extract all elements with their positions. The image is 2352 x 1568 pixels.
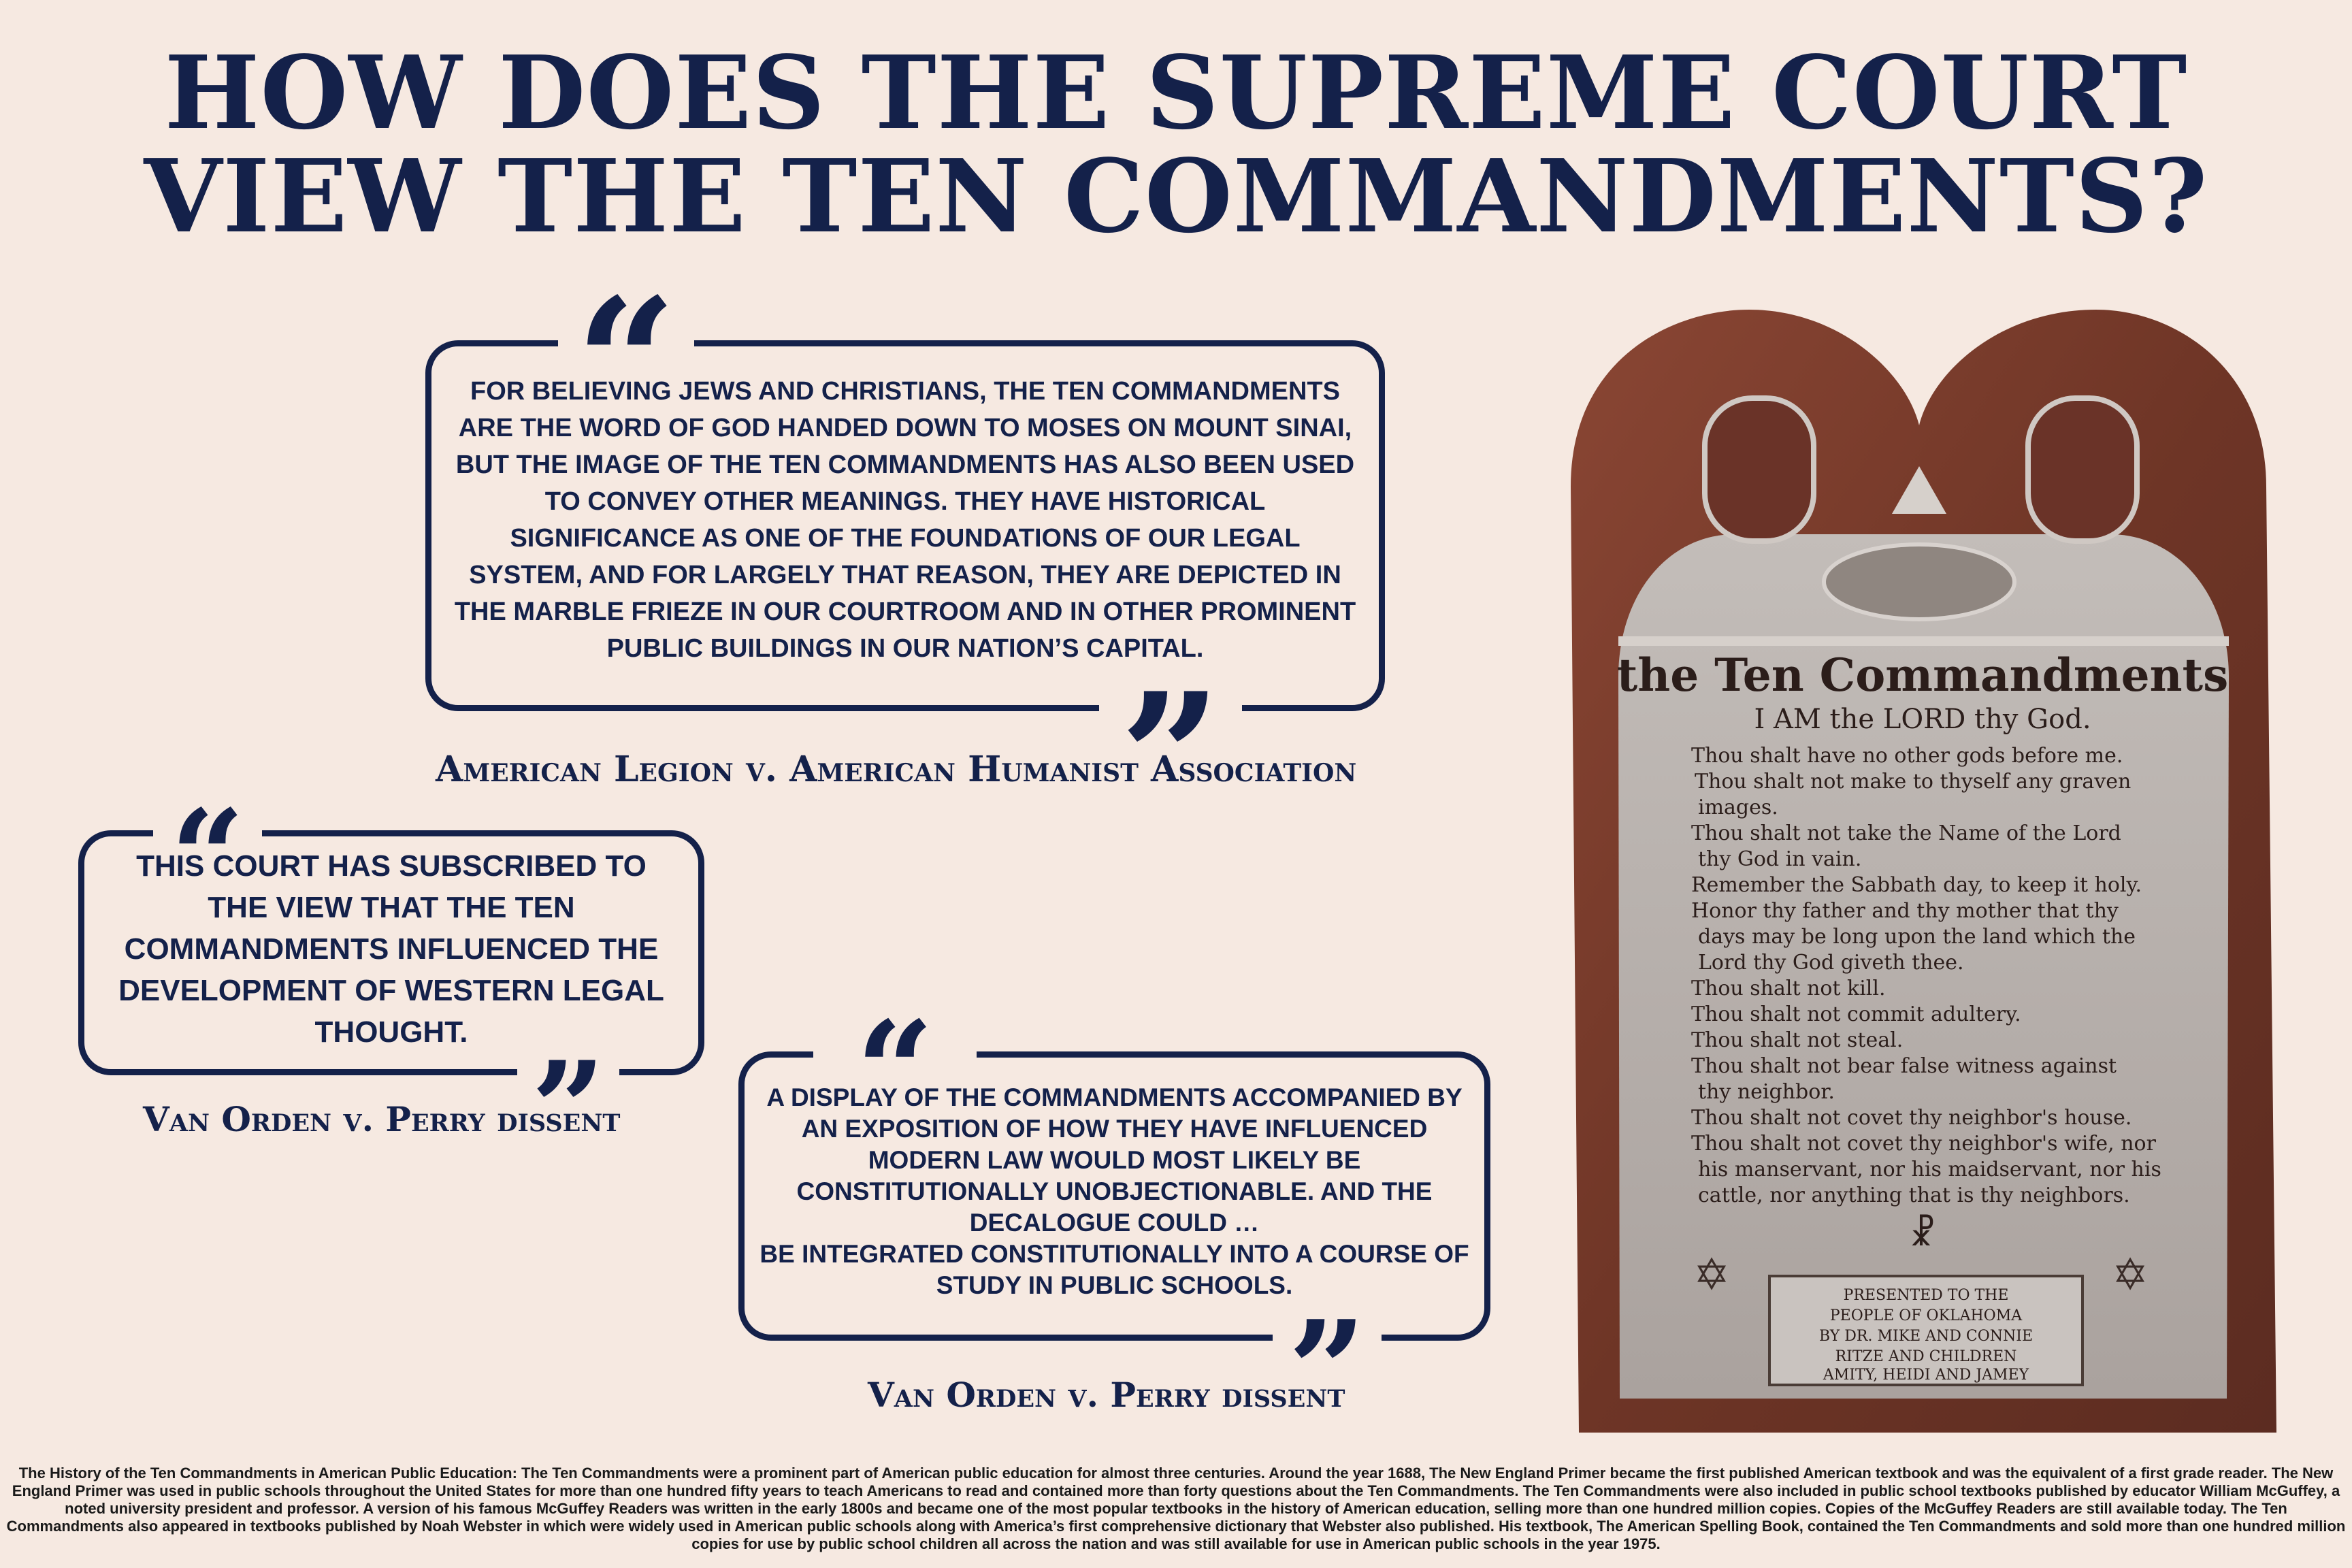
commandment-line: Honor thy father and thy mother that thy (1691, 899, 2119, 923)
star-of-david-icon: ✡ (1693, 1250, 1730, 1301)
plaque-line: PEOPLE OF OKLAHOMA (1829, 1307, 2023, 1324)
commandment-line: Remember the Sabbath day, to keep it holy. (1691, 873, 2142, 897)
plaque-line: RITZE AND CHILDREN (1835, 1348, 2017, 1365)
commandment-line: thy God in vain. (1698, 847, 1862, 871)
close-quote-icon: ” (1099, 674, 1242, 749)
close-quote-icon: ” (1273, 1307, 1382, 1375)
title-line-1: HOW DOES THE SUPREME COURT (164, 33, 2188, 152)
page-title (0, 33, 2352, 255)
quote-text-2: THIS COURT HAS SUBSCRIBED TO THE VIEW THAT THE TEN COMMANDMENTS INFLUENCED THE DEVELOPMENT OF WESTERN LEGAL THOUGHT. (118, 849, 664, 1049)
title-line-2: VIEW THE TEN COMMANDMENTS? (144, 137, 2208, 255)
small-tablet-left (1705, 398, 1814, 541)
commandment-line: Thou shalt have no other gods before me. (1691, 744, 2123, 768)
plaque-line: BY DR. MIKE AND CONNIE (1818, 1328, 2034, 1345)
ten-commandments-monument (1565, 310, 2280, 1433)
open-quote-icon: “ (558, 279, 694, 374)
plaque-line: AMITY, HEIDI AND JAMEY (1823, 1367, 2029, 1384)
quote-citation-2: Van Orden v. Perry dissent (143, 1099, 621, 1139)
monument-heading: the Ten Commandments (1616, 649, 2229, 702)
eagle-icon (1824, 544, 2014, 619)
star-of-david-icon: ✡ (2112, 1250, 2149, 1301)
quote-text-3 (759, 1082, 1470, 1301)
quote-text-1: FOR BELIEVING JEWS AND CHRISTIANS, THE TEN COMMANDMENTS ARE THE WORD OF GOD HANDED DOWN TO MOSES ON MOUNT SINAI, BUT THE IMAGE OF THE TEN COMMANDMENTS HAS ALSO BEEN USED TO CONVEY OTHER MEANINGS. THEY HAVE HISTORICAL SIGNIFICANCE AS ONE OF THE FOUNDATIONS OF OUR LEGAL SYSTEM, AND FOR LARGELY THAT REASON, THEY ARE DEPICTED IN THE MARBLE FRIEZE IN OUR COURTROOM AND IN OTHER PROMINENT PUBLIC BUILDINGS IN OUR NATION’S CAPITAL. (454, 377, 1356, 663)
commandment-line: Lord thy God giveth thee. (1698, 951, 1964, 975)
commandment-line: his manservant, nor his maidservant, nor his (1698, 1158, 2161, 1181)
commandment-line: days may be long upon the land which the (1698, 925, 2136, 949)
quote-text-3-part-1: A DISPLAY OF THE COMMANDMENTS ACCOMPANIED BY AN EXPOSITION OF HOW THEY HAVE INFLUENCED MODERN LAW WOULD MOST LIKELY BE CONSTITUTIONALLY UNOBJECTIONABLE. AND THE DECALOGUE COULD … (766, 1083, 1463, 1237)
close-quote-icon: ” (517, 1048, 619, 1109)
commandment-line: Thou shalt not covet thy neighbor's wife, nor (1691, 1132, 2156, 1156)
commandment-line: images. (1698, 796, 1778, 819)
commandment-line: cattle, nor anything that is thy neighbors. (1698, 1183, 2130, 1207)
commandment-line: Thou shalt not covet thy neighbor's house. (1691, 1106, 2132, 1130)
chi-rho-icon: ☧ (1909, 1214, 1936, 1254)
commandment-line: Thou shalt not kill. (1691, 977, 1886, 1000)
small-tablet-right (2028, 398, 2137, 541)
commandment-line: Thou shalt not steal. (1691, 1028, 1904, 1052)
commandment-line: Thou shalt not make to thyself any graven (1695, 770, 2132, 794)
plaque-line: PRESENTED TO THE (1843, 1287, 2009, 1304)
monument-first-line: I AM the LORD thy God. (1754, 704, 2091, 735)
commandment-line: Thou shalt not bear false witness against (1691, 1054, 2117, 1078)
commandment-line: thy neighbor. (1698, 1080, 1835, 1104)
quote-text-3-part-2: BE INTEGRATED CONSTITUTIONALLY INTO A COURSE OF STUDY IN PUBLIC SCHOOLS. (760, 1240, 1469, 1299)
quote-citation-3: Van Orden v. Perry dissent (868, 1375, 1345, 1415)
quote-citation-1: American Legion v. American Humanist Association (436, 749, 1357, 790)
commandment-line: Thou shalt not take the Name of the Lord (1691, 821, 2121, 845)
open-quote-icon: “ (813, 1007, 977, 1082)
open-quote-icon: “ (153, 796, 262, 858)
footer-history-text: The History of the Ten Commandments in American Public Education: The Ten Commandments were a prominent part of American public education for almost three centuries. Around the year 1688, The New England Primer became the first published American textbook and was the equivalent of a first grade reader. The New England Primer was used in public schools throughout the United States for more than one hundred fifty years to teach Americans to read and contained more than forty questions about the Ten Commandments. The Ten Commandments were also included in public school textbooks published by educator William McGuffey, a noted university president and professor. A version of his famous McGuffey Readers was written in the early 1800s and became one of the most popular textbooks in the history of American education, selling more than one hundred million copies. Copies of the McGuffey Readers are still available today. The Ten Commandments also appeared in textbooks published by Noah Webster in which were widely used in American public schools along with America’s first comprehensive dictionary that Webster also published. His textbook, The American Spelling Book, contained the Ten Commandments and sold more than one hundred million copies for use by public school children all across the nation and was still available for use in American public schools in the year 1975. (6, 1465, 2346, 1552)
commandment-line: Thou shalt not commit adultery. (1691, 1002, 2021, 1026)
